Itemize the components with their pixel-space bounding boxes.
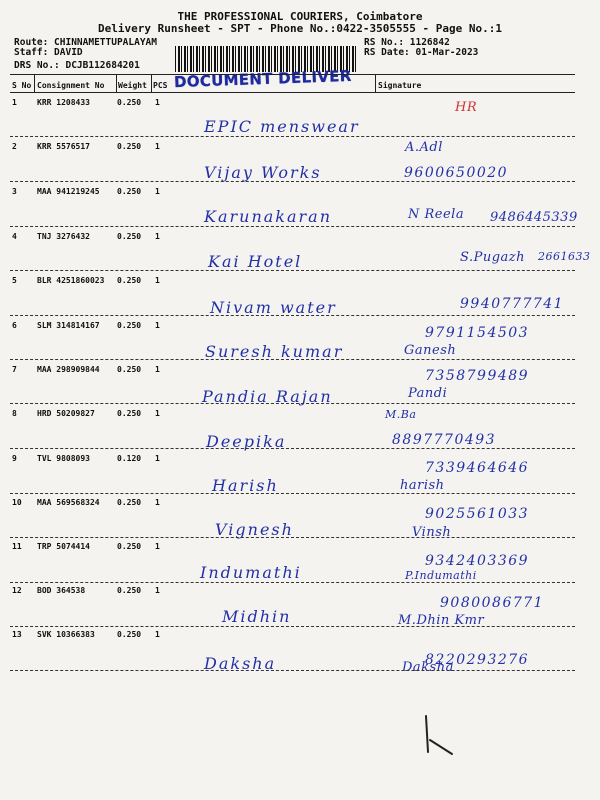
sheet-subtitle: Delivery Runsheet - SPT - Phone No.:0422-3505555 - Page No.:1	[98, 22, 502, 35]
recipient-name: Pandia Rajan	[202, 387, 333, 406]
recipient-name: Nivam water	[210, 298, 337, 317]
row-weight: 0.250	[117, 232, 142, 241]
row-sno: 9	[12, 454, 17, 463]
document-delivered-stamp: DOCUMENT DELIVER	[173, 66, 352, 92]
row-pcs: 1	[155, 630, 160, 639]
recipient-phone: 7339464646	[425, 460, 530, 476]
col-divider	[116, 74, 117, 92]
recipient-name: EPIC menswear	[204, 117, 360, 136]
row-sno: 13	[12, 630, 22, 639]
row-sno: 5	[12, 276, 17, 285]
row-weight: 0.250	[117, 365, 142, 374]
row-sno: 4	[12, 232, 17, 241]
recipient-phone: 9080086771	[440, 595, 545, 611]
row-weight: 0.250	[117, 187, 142, 196]
row-sno: 11	[12, 542, 22, 551]
row-weight: 0.250	[117, 630, 142, 639]
recipient-signature: M.Ba	[385, 408, 417, 421]
recipient-phone: 2661633	[538, 250, 591, 263]
row-weight: 0.250	[117, 276, 142, 285]
row-divider	[10, 448, 575, 449]
recipient-signature: Ganesh	[404, 343, 457, 358]
recipient-phone: 9486445339	[490, 210, 578, 225]
row-sno: 8	[12, 409, 17, 418]
recipient-signature: P.Indumathi	[405, 569, 477, 582]
recipient-name: Suresh kumar	[205, 342, 344, 361]
row-divider	[10, 582, 575, 583]
recipient-signature: Pandi	[408, 386, 448, 401]
recipient-phone: 9025561033	[425, 506, 530, 522]
recipient-name: Midhin	[222, 607, 292, 626]
recipient-name: Kai Hotel	[208, 252, 303, 271]
recipient-name: Karunakaran	[204, 207, 333, 226]
recipient-name: Indumathi	[200, 563, 302, 582]
row-pcs: 1	[155, 454, 160, 463]
row-weight: 0.250	[117, 498, 142, 507]
recipient-name: Vignesh	[215, 520, 294, 539]
row-pcs: 1	[155, 365, 160, 374]
sheet-title: THE PROFESSIONAL COURIERS, Coimbatore	[177, 10, 423, 23]
row-pcs: 1	[155, 321, 160, 330]
row-weight: 0.250	[117, 321, 142, 330]
row-pcs: 1	[155, 542, 160, 551]
row-weight: 0.250	[117, 409, 142, 418]
recipient-signature: M.Dhin Kmr	[398, 613, 485, 628]
recipient-phone: 9791154503	[425, 325, 530, 341]
row-consignment: TNJ 3276432	[37, 232, 90, 241]
row-divider	[10, 493, 575, 494]
recipient-phone: 8220293276	[425, 652, 530, 668]
col-header-weight: Weight	[118, 81, 147, 90]
row-pcs: 1	[155, 142, 160, 151]
row-consignment: TVL 9808093	[37, 454, 90, 463]
row-pcs: 1	[155, 98, 160, 107]
handwritten-note: HR	[455, 100, 478, 115]
recipient-phone: 7358799489	[425, 368, 530, 384]
row-pcs: 1	[155, 409, 160, 418]
row-consignment: HRD 50209827	[37, 409, 95, 418]
table-top-border	[10, 74, 575, 75]
pen-mark	[420, 712, 460, 757]
row-divider	[10, 315, 575, 316]
rs-date: RS Date: 01-Mar-2023	[364, 47, 479, 58]
recipient-name: Deepika	[206, 432, 287, 451]
row-divider	[10, 359, 575, 360]
col-divider	[151, 74, 152, 92]
row-divider	[10, 136, 575, 137]
table-header-divider	[10, 92, 575, 93]
row-sno: 6	[12, 321, 17, 330]
row-divider	[10, 270, 575, 271]
row-divider	[10, 670, 575, 671]
route-label: Route: CHINNAMETTUPALAYAM	[14, 37, 157, 48]
recipient-signature: A.Adl	[405, 140, 443, 155]
recipient-phone: 9342403369	[425, 553, 530, 569]
staff-label: Staff: DAVID	[14, 47, 83, 58]
row-sno: 3	[12, 187, 17, 196]
recipient-phone: 9600650020	[404, 165, 509, 181]
row-pcs: 1	[155, 232, 160, 241]
row-divider	[10, 626, 575, 627]
row-consignment: TRP 5074414	[37, 542, 90, 551]
row-consignment: MAA 569568324	[37, 498, 100, 507]
row-weight: 0.250	[117, 142, 142, 151]
recipient-signature: Vinsh	[412, 525, 452, 540]
col-header-signature: Signature	[378, 81, 422, 90]
row-pcs: 1	[155, 276, 160, 285]
row-weight: 0.120	[117, 454, 142, 463]
recipient-phone: 9940777741	[460, 296, 565, 312]
row-consignment: KRR 5576517	[37, 142, 90, 151]
rs-number: RS No.: 1126842	[364, 37, 450, 48]
col-header-pcs: PCS	[153, 81, 168, 90]
row-weight: 0.250	[117, 586, 142, 595]
recipient-phone: 8897770493	[392, 432, 497, 448]
col-header-consignment: Consignment No	[37, 81, 105, 90]
row-divider	[10, 226, 575, 227]
row-consignment: BOD 364538	[37, 586, 86, 595]
row-weight: 0.250	[117, 542, 142, 551]
row-consignment: MAA 298909844	[37, 365, 100, 374]
row-sno: 7	[12, 365, 17, 374]
col-divider	[34, 74, 35, 92]
row-divider	[10, 537, 575, 538]
row-sno: 1	[12, 98, 17, 107]
row-consignment: MAA 941219245	[37, 187, 100, 196]
col-header-sno: S No	[12, 81, 32, 90]
row-divider	[10, 403, 575, 404]
drs-number: DRS No.: DCJB112684201	[14, 60, 140, 71]
row-sno: 12	[12, 586, 22, 595]
row-pcs: 1	[155, 187, 160, 196]
recipient-name: Harish	[212, 476, 279, 495]
row-sno: 2	[12, 142, 17, 151]
recipient-name: Daksha	[204, 654, 277, 673]
row-sno: 10	[12, 498, 22, 507]
row-divider	[10, 181, 575, 182]
recipient-signature: S.Pugazh	[460, 250, 525, 265]
row-pcs: 1	[155, 498, 160, 507]
recipient-signature: harish	[400, 478, 445, 493]
row-consignment: BLR 4251860023	[37, 276, 105, 285]
row-weight: 0.250	[117, 98, 142, 107]
row-consignment: SVK 10366383	[37, 630, 95, 639]
recipient-signature: Daksha	[402, 660, 454, 675]
recipient-signature: N Reela	[408, 207, 465, 222]
row-consignment: KRR 1208433	[37, 98, 90, 107]
col-divider	[375, 74, 376, 92]
row-consignment: SLM 314814167	[37, 321, 100, 330]
row-pcs: 1	[155, 586, 160, 595]
recipient-name: Vijay Works	[204, 163, 322, 182]
